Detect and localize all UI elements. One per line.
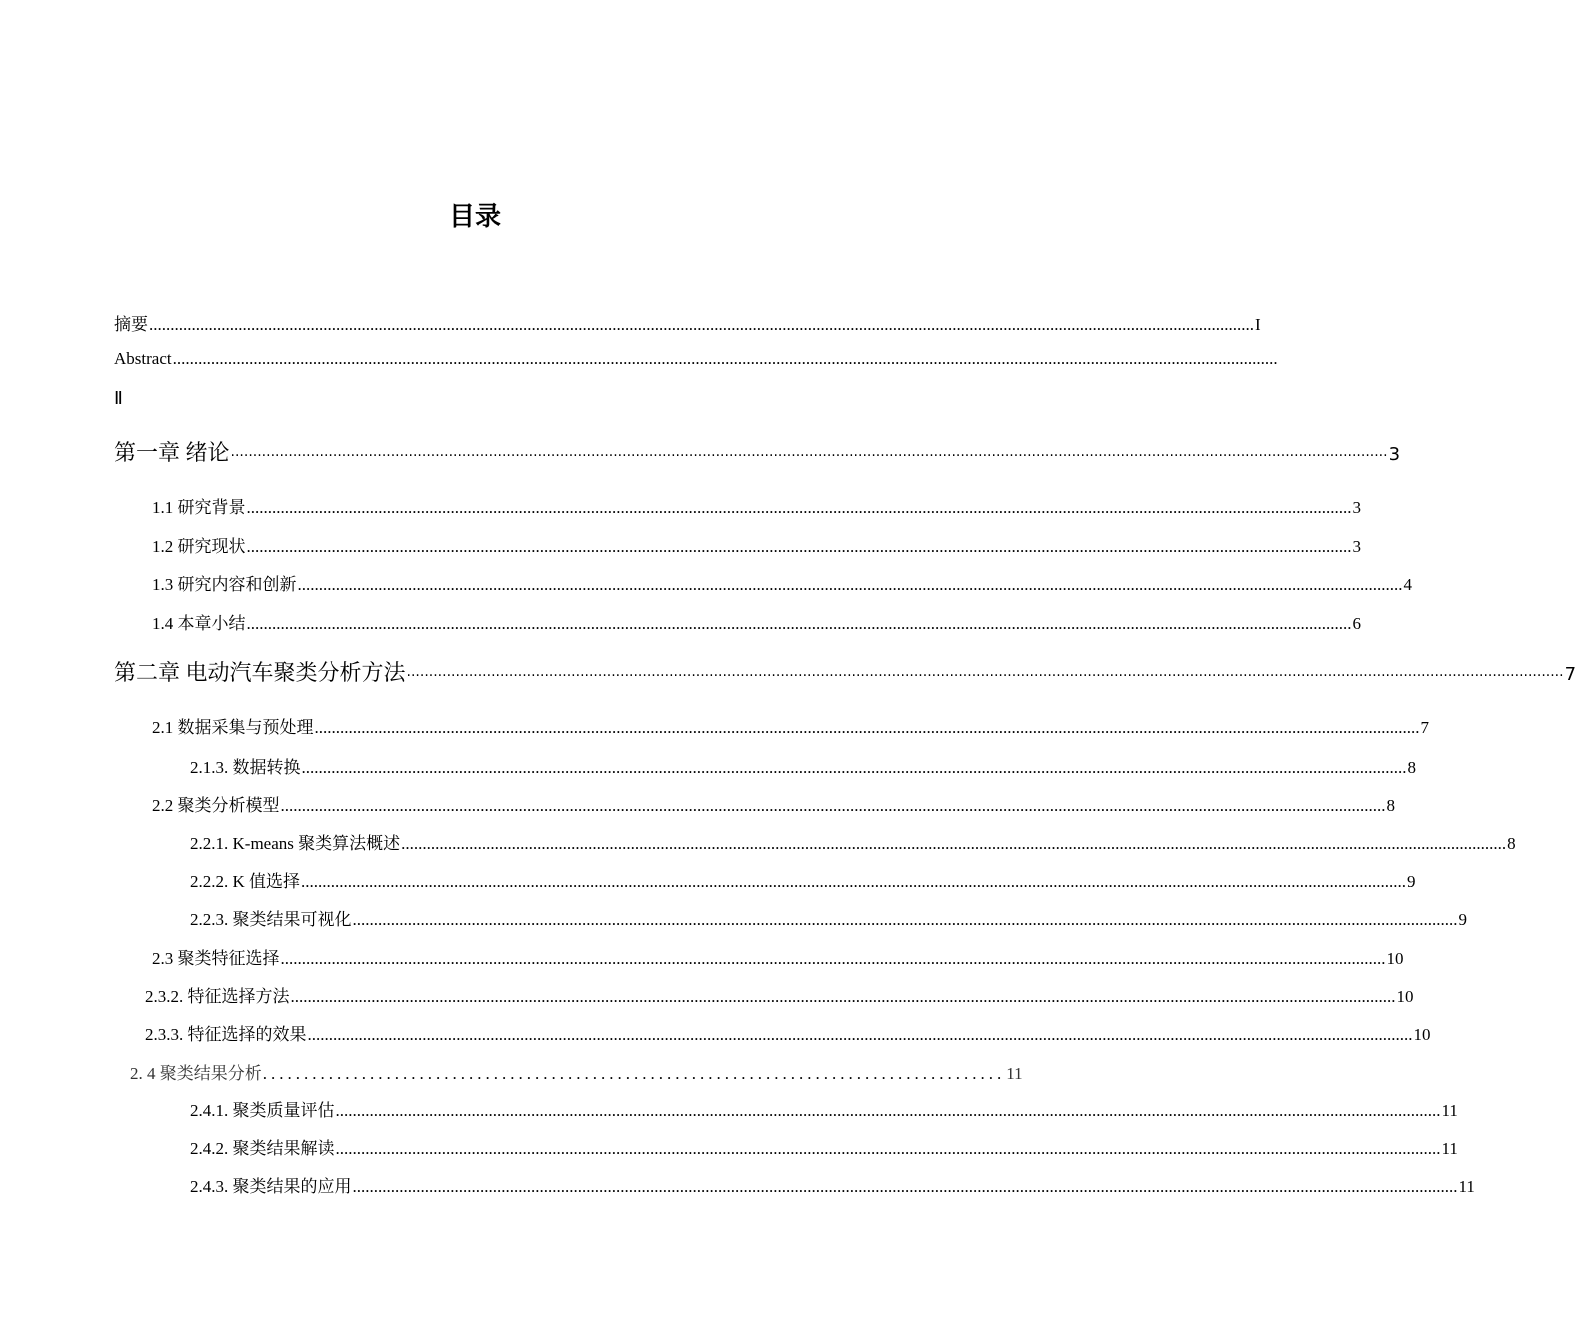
toc-entry-page: 3	[1352, 537, 1361, 556]
dot-leader: ....................................................................................................................................................................................................................................................................	[301, 872, 1407, 891]
toc-entry-page: 8	[1407, 758, 1416, 777]
toc-entry-label: 1.4 本章小结	[152, 614, 246, 633]
dot-leader: ....................................................................................................................................................................................................................................................................	[290, 987, 1396, 1006]
toc-title: 目录	[448, 202, 501, 232]
toc-entry-2-2-2[interactable]	[190, 867, 1416, 891]
dot-leader: ....................................................................................................................................................................................................................................................................	[280, 796, 1386, 815]
toc-entry-label: 2.4.1. 聚类质量评估	[190, 1101, 335, 1120]
toc-entry-1-1[interactable]	[152, 493, 1361, 517]
dot-leader: ····································································································································································································································································	[406, 668, 1564, 684]
toc-entry-label: 2.3.3. 特征选择的效果	[145, 1025, 307, 1044]
toc-entry-page: Ⅱ	[114, 388, 123, 408]
toc-entry-label: 2.2.1. K-means 聚类算法概述	[190, 834, 401, 853]
toc-entry-page: 3	[1388, 444, 1401, 465]
toc-entry-1-3[interactable]	[152, 570, 1412, 594]
toc-entry-label: 2.3 聚类特征选择	[152, 949, 280, 968]
toc-entry-2-4[interactable]	[130, 1059, 1023, 1083]
dot-leader: ....................................................................................................................................................................................................................................................................	[307, 1025, 1413, 1044]
toc-entry-label: 2. 4 聚类结果分析	[130, 1064, 262, 1083]
toc-entry-2-2[interactable]	[152, 791, 1395, 815]
toc-entry-page: 10	[1396, 987, 1414, 1006]
dot-leader: ....................................................................................................................................................................................................................................................................	[172, 349, 1278, 368]
toc-entry-page: 8	[1507, 834, 1516, 853]
toc-entry-label: 2.2.3. 聚类结果可视化	[190, 910, 352, 929]
toc-entry-abstract-cn[interactable]	[114, 310, 1261, 334]
toc-entry-label: 第二章 电动汽车聚类分析方法	[114, 660, 406, 685]
toc-entry-page: 8	[1386, 796, 1395, 815]
toc-entry-2-3-2[interactable]	[145, 982, 1414, 1006]
toc-entry-label: 2.4.2. 聚类结果解读	[190, 1139, 335, 1158]
toc-entry-page: 11	[1441, 1139, 1458, 1158]
toc-entry-page: 10	[1413, 1025, 1431, 1044]
dot-leader: ....................................................................................................................................................................................................................................................................	[401, 834, 1507, 853]
toc-entry-2-3[interactable]	[152, 944, 1404, 968]
toc-entry-label: 2.2 聚类分析模型	[152, 796, 280, 815]
toc-entry-page: 7	[1420, 718, 1429, 737]
dot-leader: ....................................................................................................................................................................................................................................................................	[352, 910, 1458, 929]
toc-entry-label: 1.2 研究现状	[152, 537, 246, 556]
toc-entry-2-2-1[interactable]	[190, 829, 1516, 853]
dot-leader: ....................................................................................................................................................................................................................................................................	[301, 758, 1407, 777]
toc-entry-page: 9	[1458, 910, 1467, 929]
toc-entry-2-3-3[interactable]	[145, 1020, 1431, 1044]
toc-entry-1-2[interactable]	[152, 532, 1361, 556]
toc-entry-1-4[interactable]	[152, 609, 1361, 633]
toc-entry-page: 11	[1441, 1101, 1458, 1120]
toc-entry-2-1-3[interactable]	[190, 753, 1416, 777]
dot-leader: ....................................................................................................................................................................................................................................................................	[280, 949, 1386, 968]
toc-entry-label: 2.1 数据采集与预处理	[152, 718, 314, 737]
toc-entry-2-4-2[interactable]	[190, 1134, 1458, 1158]
dot-leader: ····································································································································································································································································	[230, 448, 1388, 464]
toc-entry-page: 3	[1352, 498, 1361, 517]
toc-entry-abstract-en[interactable]	[114, 349, 1278, 373]
toc-entry-label: 2.1.3. 数据转换	[190, 758, 301, 777]
toc-entry-page: 11	[1006, 1064, 1023, 1083]
toc-entry-label: 第一章 绪论	[114, 440, 230, 465]
toc-entry-page: 10	[1386, 949, 1404, 968]
toc-entry-page: 9	[1407, 872, 1416, 891]
dot-leader: ....................................................................................................................................................................................................................................................................	[149, 315, 1254, 334]
toc-entry-label: Abstract	[114, 349, 172, 368]
toc-entry-2-2-3[interactable]	[190, 905, 1467, 929]
toc-entry-label: 1.1 研究背景	[152, 498, 246, 517]
toc-entry-page: 11	[1458, 1177, 1475, 1196]
dot-leader: ....................................................................................................................................................................................................................................................................	[335, 1139, 1441, 1158]
toc-entry-label: 2.2.2. K 值选择	[190, 872, 301, 891]
toc-entry-2-4-1[interactable]	[190, 1096, 1458, 1120]
dot-leader: ....................................................................................................................................................................................................................................................................	[297, 575, 1403, 594]
dot-leader: ....................................................................................................................................................................................................................................................................	[335, 1101, 1441, 1120]
toc-entry-2-1[interactable]	[152, 713, 1429, 737]
toc-entry-label: 2.3.2. 特征选择方法	[145, 987, 290, 1006]
toc-entry-page: 4	[1403, 575, 1412, 594]
toc-entry-label: 1.3 研究内容和创新	[152, 575, 297, 594]
dot-leader: ....................................................................................................................................................................................................................................................................	[246, 614, 1352, 633]
toc-entry-page: 6	[1352, 614, 1361, 633]
toc-entry-2-4-3[interactable]	[190, 1172, 1475, 1196]
toc-entry-label: 摘要	[114, 315, 148, 334]
dot-leader: ....................................................................................................................................................................................................................................................................	[314, 718, 1420, 737]
toc-entry-chapter-1[interactable]	[114, 436, 1401, 466]
dot-leader: ....................................................................................................................................................................................................................................................................	[352, 1177, 1458, 1196]
toc-entry-page: 7	[1564, 664, 1576, 685]
dot-leader: ....................................................................................................................................................................................................................................................................	[246, 498, 1352, 517]
dot-leader: ..........................................................................................	[262, 1064, 1006, 1083]
dot-leader: ....................................................................................................................................................................................................................................................................	[246, 537, 1352, 556]
toc-entry-label: 2.4.3. 聚类结果的应用	[190, 1177, 352, 1196]
toc-entry-page: I	[1255, 315, 1261, 334]
toc-entry-chapter-2[interactable]	[114, 656, 1576, 686]
